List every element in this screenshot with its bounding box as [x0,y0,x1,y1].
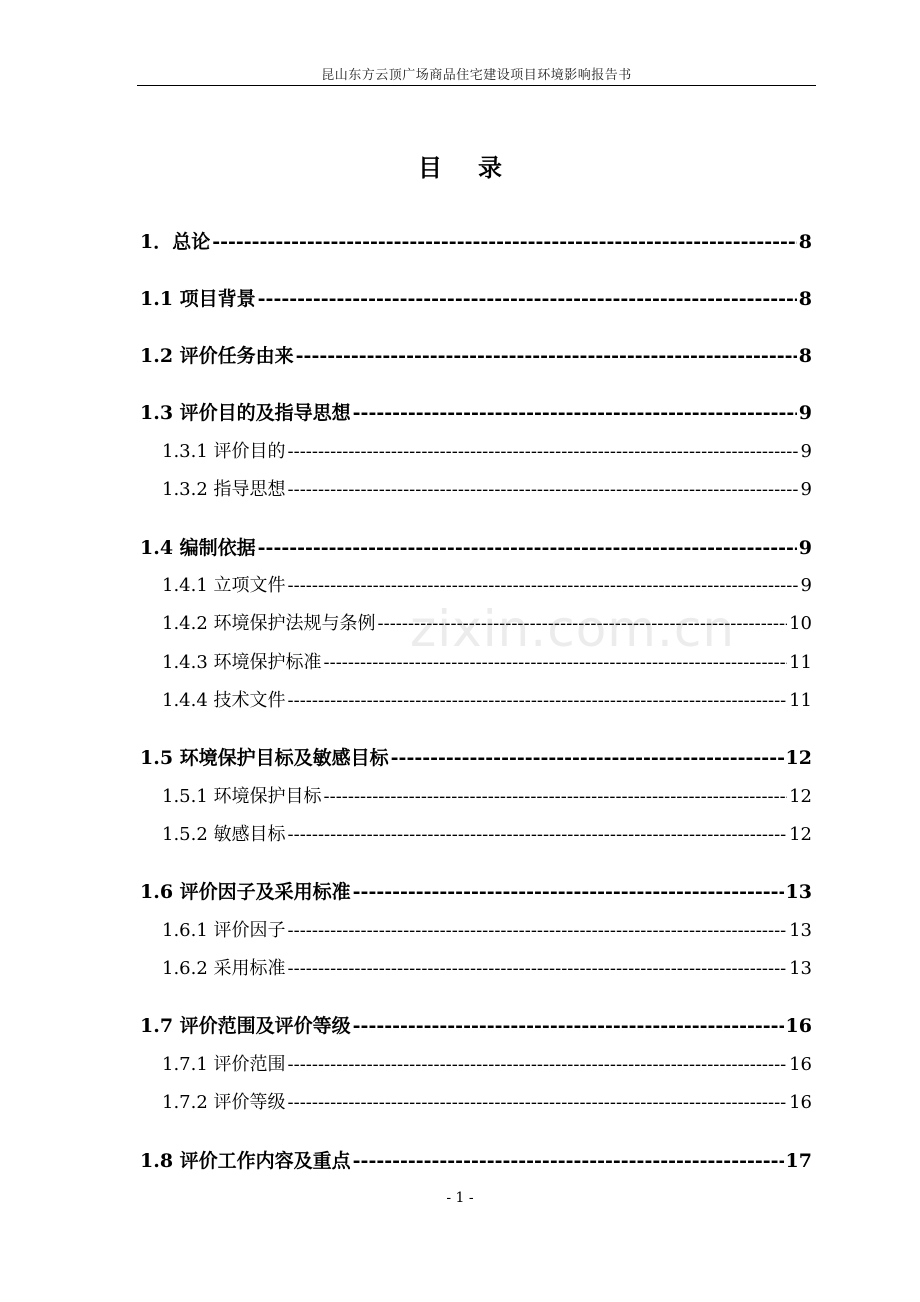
toc-entry-page: 9 [798,537,812,559]
toc-entry-label: 1.3.1 评价目的 [162,441,286,462]
toc-entry[interactable] [162,782,812,808]
toc-entry-page: 11 [789,652,812,673]
toc-title-right: 录 [478,153,502,182]
toc-leader [288,479,799,500]
toc-leader [353,1015,784,1037]
toc-leader [288,920,788,941]
toc-entry-label: 1.3.2 指导思想 [162,479,286,500]
toc-entry[interactable] [140,227,812,254]
toc-entry[interactable] [162,820,812,846]
toc-entry-label: 1.6 评价因子及采用标准 [140,881,351,903]
toc-leader [353,402,797,424]
toc-leader [288,575,799,596]
toc-entry[interactable] [162,916,812,942]
toc-entry-label: 1.3 评价目的及指导思想 [140,402,351,424]
toc-leader [258,288,797,310]
toc-leader [353,881,784,903]
toc-entry-page: 9 [800,479,812,500]
toc-entry[interactable] [140,341,812,368]
toc-entry-label: 1.4 编制依据 [140,537,256,559]
toc-entry-page: 11 [789,690,812,711]
toc-entry[interactable] [162,954,812,980]
toc-entry-page: 16 [789,1054,812,1075]
toc-entry-label: 1.6.2 采用标准 [162,958,286,979]
toc-entry-label: 1.7 评价范围及评价等级 [140,1015,351,1037]
toc-entry-label: 1.7.1 评价范围 [162,1054,286,1075]
toc-entry[interactable] [140,398,812,425]
toc-entry-page: 9 [800,575,812,596]
toc-leader [288,958,788,979]
toc-entry-label: 1.5 环境保护目标及敏感目标 [140,747,389,769]
toc-entry-page: 10 [789,613,812,634]
toc-entry-label: 1.5.2 敏感目标 [162,824,286,845]
toc-entry[interactable] [162,437,812,463]
toc-entry[interactable] [140,284,812,311]
toc-entry-page: 12 [789,824,812,845]
toc-entry-label: 1.4.2 环境保护法规与条例 [162,613,376,634]
toc-entry-page: 9 [800,441,812,462]
toc-entry-page: 12 [785,747,812,769]
toc-entry-page: 9 [798,402,812,424]
toc-entry[interactable] [140,743,812,770]
toc-entry-page: 12 [789,786,812,807]
running-header: 昆山东方云顶广场商品住宅建设项目环境影响报告书 [321,68,632,83]
toc-entry-label: 1.4.3 环境保护标准 [162,652,322,673]
toc-entry-label: 1.8 评价工作内容及重点 [140,1150,351,1172]
toc-leader [288,441,799,462]
toc-entry-label: 1.1 项目背景 [140,288,256,310]
toc-entry[interactable] [162,1050,812,1076]
toc-leader [324,786,788,807]
toc-entry-label: 1.6.1 评价因子 [162,920,286,941]
toc-entry[interactable] [140,1146,812,1173]
toc-entry-page: 17 [785,1150,812,1172]
toc-entry-page: 8 [798,231,812,253]
toc-leader [288,1054,788,1075]
toc-leader [353,1150,784,1172]
toc-entry[interactable] [140,877,812,904]
toc-entry[interactable] [162,475,812,501]
toc-entry-label: 1.4.1 立项文件 [162,575,286,596]
toc-entry-page: 8 [798,288,812,310]
page-number: - 1 - [446,1190,474,1206]
toc-leader [296,345,797,367]
toc-leader [258,537,797,559]
toc-entry[interactable] [140,1011,812,1038]
toc-leader [288,1092,788,1113]
toc-entry-label: 1.5.1 环境保护目标 [162,786,322,807]
toc-entry-page: 8 [798,345,812,367]
toc-entry-page: 13 [789,920,812,941]
toc-entry-page: 16 [789,1092,812,1113]
watermark: zixin.com.cn [410,600,736,658]
toc-entry[interactable] [140,533,812,560]
toc-entry-label: 1．总论 [140,231,211,253]
toc-entry-label: 1.7.2 评价等级 [162,1092,286,1113]
toc-entry-page: 16 [785,1015,812,1037]
toc-leader [212,231,797,253]
toc-leader [288,690,788,711]
toc-entry[interactable] [162,686,812,712]
toc-entry-page: 13 [789,958,812,979]
toc-entry-page: 13 [785,881,812,903]
toc-leader [288,824,788,845]
toc-entry[interactable] [162,1088,812,1114]
toc-entry-label: 1.4.4 技术文件 [162,690,286,711]
toc-title-left: 目 [418,153,442,182]
toc-leader [391,747,784,769]
toc-entry[interactable] [162,571,812,597]
toc-entry-label: 1.2 评价任务由来 [140,345,294,367]
